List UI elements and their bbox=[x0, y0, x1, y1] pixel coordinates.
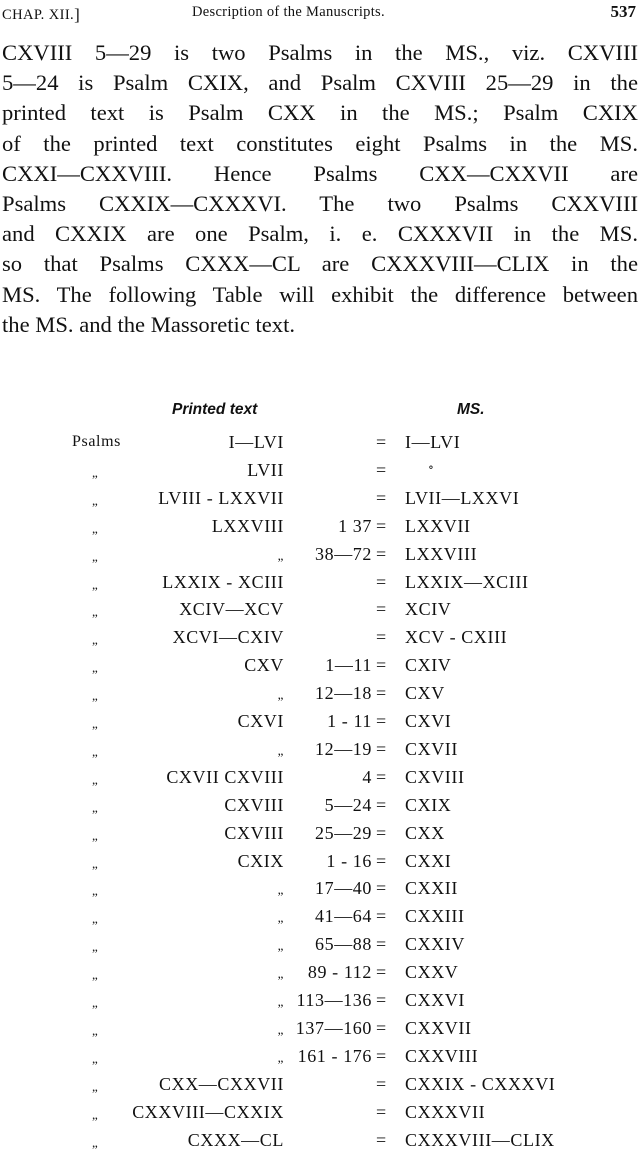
verse-range-cell: 1 37 bbox=[338, 515, 372, 536]
row-label: Psalms bbox=[72, 433, 121, 450]
paragraph-line: and CXXIX are one Psalm, i. e. CXXXVII in the MS. bbox=[2, 221, 638, 247]
verse-range-cell: 137—160 bbox=[295, 1017, 372, 1038]
equals-sign: = bbox=[376, 1129, 387, 1150]
ms-cell: CXXIV bbox=[405, 934, 465, 955]
printed-text-cell: „ bbox=[277, 687, 284, 703]
ditto-mark: „ bbox=[92, 799, 99, 815]
equals-sign: = bbox=[376, 432, 387, 452]
table-row bbox=[0, 711, 640, 739]
printed-text-cell: „ bbox=[277, 882, 284, 898]
table-row bbox=[0, 1130, 640, 1158]
table-row bbox=[0, 878, 640, 906]
ms-cell: CXXXVIII—CLIX bbox=[405, 1129, 555, 1150]
ditto-mark: „ bbox=[92, 771, 99, 787]
printed-text-cell: LVIII - LXXVII bbox=[158, 487, 284, 508]
ms-cell: XCV - CXIII bbox=[405, 627, 508, 648]
equals-sign: = bbox=[376, 683, 387, 704]
paragraph-line: so that Psalms CXXX—CL are CXXXVIII—CLIX in the bbox=[2, 251, 638, 277]
ditto-mark: „ bbox=[92, 576, 99, 592]
equals-sign: = bbox=[376, 934, 387, 955]
ditto-mark: „ bbox=[92, 939, 99, 955]
equals-sign: = bbox=[376, 990, 387, 1010]
table-row bbox=[0, 460, 640, 488]
equals-sign: = bbox=[376, 794, 387, 815]
paragraph-line: of the printed text constitutes eight Psalms in the MS. bbox=[2, 130, 638, 156]
ditto-mark: „ bbox=[92, 1134, 99, 1150]
ditto-mark: „ bbox=[92, 1050, 99, 1066]
printed-text-cell: CXVIII bbox=[224, 822, 284, 843]
ditto-mark: „ bbox=[92, 995, 99, 1010]
equals-sign: = bbox=[376, 711, 387, 731]
ms-cell: CXVI bbox=[405, 711, 452, 731]
equals-sign: = bbox=[376, 906, 387, 927]
table-row bbox=[0, 544, 640, 572]
equals-sign: = bbox=[376, 1045, 387, 1066]
verse-range-cell: 12—18 bbox=[315, 683, 372, 704]
equals-sign: = bbox=[376, 459, 387, 480]
verse-range-cell: 1—11 bbox=[325, 655, 372, 676]
printed-text-cell: LVII bbox=[247, 459, 284, 480]
printed-text-cell: XCVI—CXIV bbox=[172, 627, 284, 648]
printed-text-cell: CXVII CXVIII bbox=[166, 766, 284, 787]
equals-sign: = bbox=[376, 766, 387, 787]
printed-text-cell: „ bbox=[277, 938, 284, 954]
ms-cell: LXXIX—XCIII bbox=[405, 571, 529, 592]
equals-sign: = bbox=[376, 487, 387, 508]
ditto-mark: „ bbox=[92, 660, 99, 676]
equals-sign: = bbox=[376, 822, 387, 843]
paragraph-line: CXVIII 5—29 is two Psalms in the MS., viz. CXVIII bbox=[2, 40, 638, 65]
paragraph-line: MS. The following Table will exhibit the difference between bbox=[2, 281, 638, 307]
equals-sign: = bbox=[376, 1101, 387, 1122]
paragraph-line: printed text is Psalm CXX in the MS.; Psalm CXIX bbox=[2, 100, 638, 126]
ditto-mark: „ bbox=[92, 743, 99, 759]
ms-cell: CXXV bbox=[405, 962, 459, 983]
paragraph-line: the MS. and the Massoretic text. bbox=[2, 311, 296, 337]
verse-range-cell: 5—24 bbox=[324, 794, 372, 815]
verse-range-cell: 25—29 bbox=[315, 822, 372, 843]
ms-cell: CXXVII bbox=[405, 1017, 472, 1038]
ms-cell: ∘ bbox=[428, 459, 435, 474]
printed-text-cell: „ bbox=[277, 910, 284, 926]
ms-cell: LVII—LXXVI bbox=[405, 487, 520, 508]
printed-text-cell: LXXIX - XCIII bbox=[162, 571, 284, 592]
printed-text-cell: CXVIII bbox=[224, 794, 284, 815]
chapter-label: CHAP. XII.] bbox=[2, 5, 81, 24]
verse-range-cell: 1 - 11 bbox=[327, 711, 372, 731]
equals-sign: = bbox=[376, 543, 387, 564]
ditto-mark: „ bbox=[92, 520, 99, 536]
ms-cell: CXXI bbox=[405, 850, 452, 871]
column-heading-printed-text: Printed text bbox=[172, 401, 258, 418]
equals-sign: = bbox=[376, 1017, 387, 1038]
equals-sign: = bbox=[376, 850, 387, 871]
verse-range-cell: 4 bbox=[362, 766, 372, 787]
ms-cell: CXXII bbox=[405, 878, 458, 899]
verse-range-cell: 41—64 bbox=[315, 906, 372, 927]
paragraph-line: 5—24 is Psalm CXIX, and Psalm CXVIII 25—29 in the bbox=[2, 70, 638, 96]
equals-sign: = bbox=[376, 738, 387, 759]
ms-cell: CXVII bbox=[405, 738, 458, 759]
table-row bbox=[0, 1074, 640, 1102]
verse-range-cell: 12—19 bbox=[315, 738, 372, 759]
table-row bbox=[0, 488, 640, 516]
table-row bbox=[0, 934, 640, 962]
ms-cell: LXXVIII bbox=[405, 543, 478, 564]
printed-text-cell: CXIX bbox=[237, 850, 284, 871]
printed-text-cell: LXXVIII bbox=[211, 515, 284, 536]
ditto-mark: „ bbox=[92, 632, 99, 648]
equals-sign: = bbox=[376, 878, 387, 899]
body-paragraph bbox=[2, 38, 638, 340]
ms-cell: CXIV bbox=[405, 655, 452, 676]
ditto-mark: „ bbox=[92, 464, 99, 480]
ditto-mark: „ bbox=[92, 855, 99, 871]
ms-cell: LXXVII bbox=[405, 515, 471, 536]
ditto-mark: „ bbox=[92, 604, 99, 620]
table-row bbox=[0, 990, 640, 1018]
printed-text-cell: CXXX—CL bbox=[187, 1129, 284, 1150]
paragraph-line: Psalms CXXIX—CXXXVI. The two Psalms CXXVIII bbox=[2, 191, 638, 217]
equals-sign: = bbox=[376, 571, 387, 592]
printed-text-cell: XCIV—XCV bbox=[179, 599, 284, 620]
equals-sign: = bbox=[376, 599, 387, 620]
running-title: Description of the Manuscripts. bbox=[192, 4, 385, 20]
ditto-mark: „ bbox=[92, 548, 99, 564]
verse-range-cell: 65—88 bbox=[315, 934, 372, 955]
printed-text-cell: „ bbox=[277, 1021, 284, 1037]
ms-cell: XCIV bbox=[405, 599, 452, 620]
verse-range-cell: 17—40 bbox=[315, 878, 372, 899]
verse-range-cell: 1 - 16 bbox=[326, 850, 372, 871]
ditto-mark: „ bbox=[92, 967, 99, 983]
ms-cell: CXX bbox=[405, 822, 445, 843]
table-row bbox=[0, 432, 640, 460]
verse-range-cell: 161 - 176 bbox=[297, 1045, 372, 1066]
ms-cell: CXIX bbox=[405, 794, 452, 815]
table-row bbox=[0, 739, 640, 767]
page-number: 537 bbox=[610, 2, 636, 21]
equals-sign: = bbox=[376, 655, 387, 676]
verse-range-cell: 89 - 112 bbox=[307, 962, 372, 983]
printed-text-cell: CXXVIII—CXXIX bbox=[132, 1101, 284, 1122]
ms-cell: I—LVI bbox=[405, 432, 461, 452]
printed-text-cell: I—LVI bbox=[228, 432, 284, 452]
printed-text-cell: „ bbox=[277, 1049, 284, 1065]
verse-range-cell: 38—72 bbox=[315, 543, 372, 564]
printed-text-cell: „ bbox=[277, 994, 284, 1009]
ms-cell: CXXIII bbox=[405, 906, 465, 927]
paragraph-line: CXXI—CXXVIII. Hence Psalms CXX—CXXVII are bbox=[2, 160, 638, 186]
table-row bbox=[0, 906, 640, 934]
ditto-mark: „ bbox=[92, 911, 99, 927]
ditto-mark: „ bbox=[92, 1022, 99, 1038]
printed-text-cell: „ bbox=[277, 547, 284, 563]
printed-text-cell: CXVI bbox=[237, 711, 284, 731]
running-header bbox=[2, 2, 636, 26]
ms-cell: CXXVI bbox=[405, 990, 465, 1010]
ms-cell: CXXIX - CXXXVI bbox=[405, 1073, 556, 1094]
ms-cell: CXXVIII bbox=[405, 1045, 479, 1066]
table-row bbox=[0, 1102, 640, 1130]
printed-text-cell: CXV bbox=[244, 655, 284, 676]
printed-text-cell: „ bbox=[277, 966, 284, 982]
equals-sign: = bbox=[376, 1073, 387, 1094]
ditto-mark: „ bbox=[92, 716, 99, 731]
table-row bbox=[0, 1046, 640, 1074]
table-row bbox=[0, 683, 640, 711]
equals-sign: = bbox=[376, 515, 387, 536]
equals-sign: = bbox=[376, 962, 387, 983]
table-row bbox=[0, 599, 640, 627]
ditto-mark: „ bbox=[92, 883, 99, 899]
ditto-mark: „ bbox=[92, 1078, 99, 1094]
table-row bbox=[0, 962, 640, 990]
ms-cell: CXXXVII bbox=[405, 1101, 486, 1122]
ditto-mark: „ bbox=[92, 492, 99, 508]
ms-cell: CXV bbox=[405, 683, 445, 704]
ditto-mark: „ bbox=[92, 1106, 99, 1122]
verse-range-cell: 113—136 bbox=[296, 990, 372, 1010]
table-row bbox=[0, 851, 640, 879]
table-row bbox=[0, 767, 640, 795]
printed-text-cell: CXX—CXXVII bbox=[159, 1073, 284, 1094]
table-row bbox=[0, 823, 640, 851]
table-row bbox=[0, 516, 640, 544]
ditto-mark: „ bbox=[92, 827, 99, 843]
equals-sign: = bbox=[376, 627, 387, 648]
table-row bbox=[0, 795, 640, 823]
ms-cell: CXVIII bbox=[405, 766, 465, 787]
table-row bbox=[0, 572, 640, 600]
ditto-mark: „ bbox=[92, 688, 99, 704]
table-row bbox=[0, 627, 640, 655]
table-row bbox=[0, 1018, 640, 1046]
table-row bbox=[0, 655, 640, 683]
column-heading-ms: MS. bbox=[457, 401, 485, 418]
printed-text-cell: „ bbox=[277, 742, 284, 758]
